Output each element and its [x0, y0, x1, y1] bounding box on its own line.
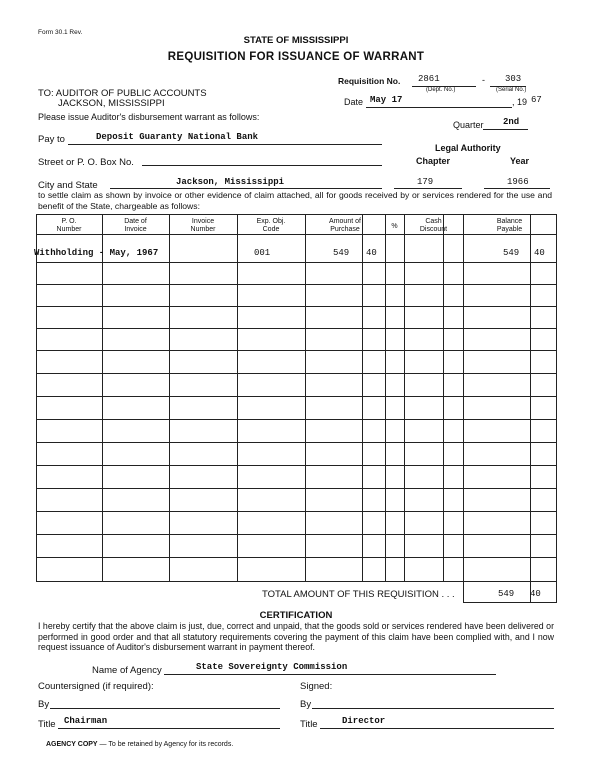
date-year: 67 — [531, 95, 542, 105]
title-value-left: Chairman — [64, 716, 108, 726]
page-title: REQUISITION FOR ISSUANCE OF WARRANT — [167, 51, 425, 63]
chapter-label: Chapter — [416, 156, 451, 166]
total-label: TOTAL AMOUNT OF THIS REQUISITION . . . — [262, 589, 455, 600]
to-line-3: Please issue Auditor's disbursement warrant as follows: — [38, 112, 260, 122]
street-label: Street or P. O. Box No. — [38, 157, 134, 168]
footer-rest: — To be retained by Agency for its records. — [97, 741, 234, 748]
pay-to-label: Pay to — [38, 134, 65, 145]
certification-title: CERTIFICATION — [259, 610, 333, 621]
header-date-of-invoice: Date of Invoice — [124, 218, 147, 233]
date-year-prefix: , 19 — [512, 97, 528, 107]
form-number: Form 30.1 Rev. — [38, 29, 83, 36]
year-label: Year — [510, 156, 530, 166]
date-label: Date — [344, 97, 364, 107]
dept-label: (Dept. No.) — [426, 87, 456, 93]
row-po-value: Withholding - May, 1967 — [34, 248, 159, 258]
agency-value: State Sovereignty Commission — [196, 662, 348, 672]
certification-text: I hereby certify that the above claim is just, due, correct and unpaid, that the goods sold or services rendered have been delivered or performed in good order and that all statutory requirements covering the payment of this claim have been complied with, and I now request issuance of Auditor's disbursement warrant in payment thereof. — [38, 621, 554, 652]
footer-note — [46, 741, 233, 748]
agency-label: Name of Agency — [92, 665, 162, 676]
header-po-number: P. O. Number — [56, 218, 82, 233]
to-line-2: JACKSON, MISSISSIPPI — [58, 98, 165, 109]
city-value: Jackson, Mississippi — [176, 177, 285, 187]
signed-label: Signed: — [300, 681, 333, 692]
header-balance-payable: Balance Payable — [496, 218, 523, 233]
to-line-1: TO: AUDITOR OF PUBLIC ACCOUNTS — [38, 88, 207, 99]
requisition-label: Requisition No. — [338, 76, 401, 86]
serial-number: 303 — [505, 74, 522, 84]
quarter-label: Quarter — [453, 120, 484, 130]
row-exp-code: 001 — [254, 248, 271, 258]
row-amount-cents: 40 — [366, 248, 377, 258]
header-invoice-number: Invoice Number — [190, 218, 216, 233]
footer-bold: AGENCY COPY — [46, 741, 98, 748]
legal-authority-label: Legal Authority — [435, 143, 501, 153]
by-label-left: By — [38, 699, 50, 710]
total-dollars: 549 — [498, 589, 515, 599]
title-value-right: Director — [342, 716, 386, 726]
serial-label: (Serial No.) — [496, 87, 527, 93]
chapter-value: 179 — [417, 177, 434, 187]
header-amount-of-purchase: Amount of Purchase — [329, 218, 361, 233]
header-percent: % — [391, 223, 398, 230]
city-label: City and State — [38, 180, 98, 191]
title-label-right: Title — [300, 719, 318, 730]
date-value: May 17 — [370, 95, 403, 105]
dash: - — [482, 75, 485, 85]
year-value: 1966 — [507, 177, 529, 187]
dept-number: 2861 — [418, 74, 440, 84]
quarter-value: 2nd — [503, 117, 520, 127]
row-balance-cents: 40 — [534, 248, 545, 258]
state-heading: STATE OF MISSISSIPPI — [243, 35, 349, 46]
pay-to-value: Deposit Guaranty National Bank — [96, 132, 259, 142]
row-balance-dollars: 549 — [503, 248, 520, 258]
by-label-right: By — [300, 699, 312, 710]
countersigned-label: Countersigned (if required): — [38, 681, 154, 692]
header-cash-discount: Cash Discount — [419, 218, 448, 233]
settle-claim-text: to settle claim as shown by invoice or other evidence of claim attached, all for goods received by or services rendered for the use and benefit of the State, chargeable as follows: — [38, 190, 552, 211]
header-exp-obj-code: Exp. Obj. Code — [256, 218, 286, 233]
total-cents: 40 — [530, 589, 541, 599]
row-amount-dollars: 549 — [333, 248, 350, 258]
title-label-left: Title — [38, 719, 56, 730]
